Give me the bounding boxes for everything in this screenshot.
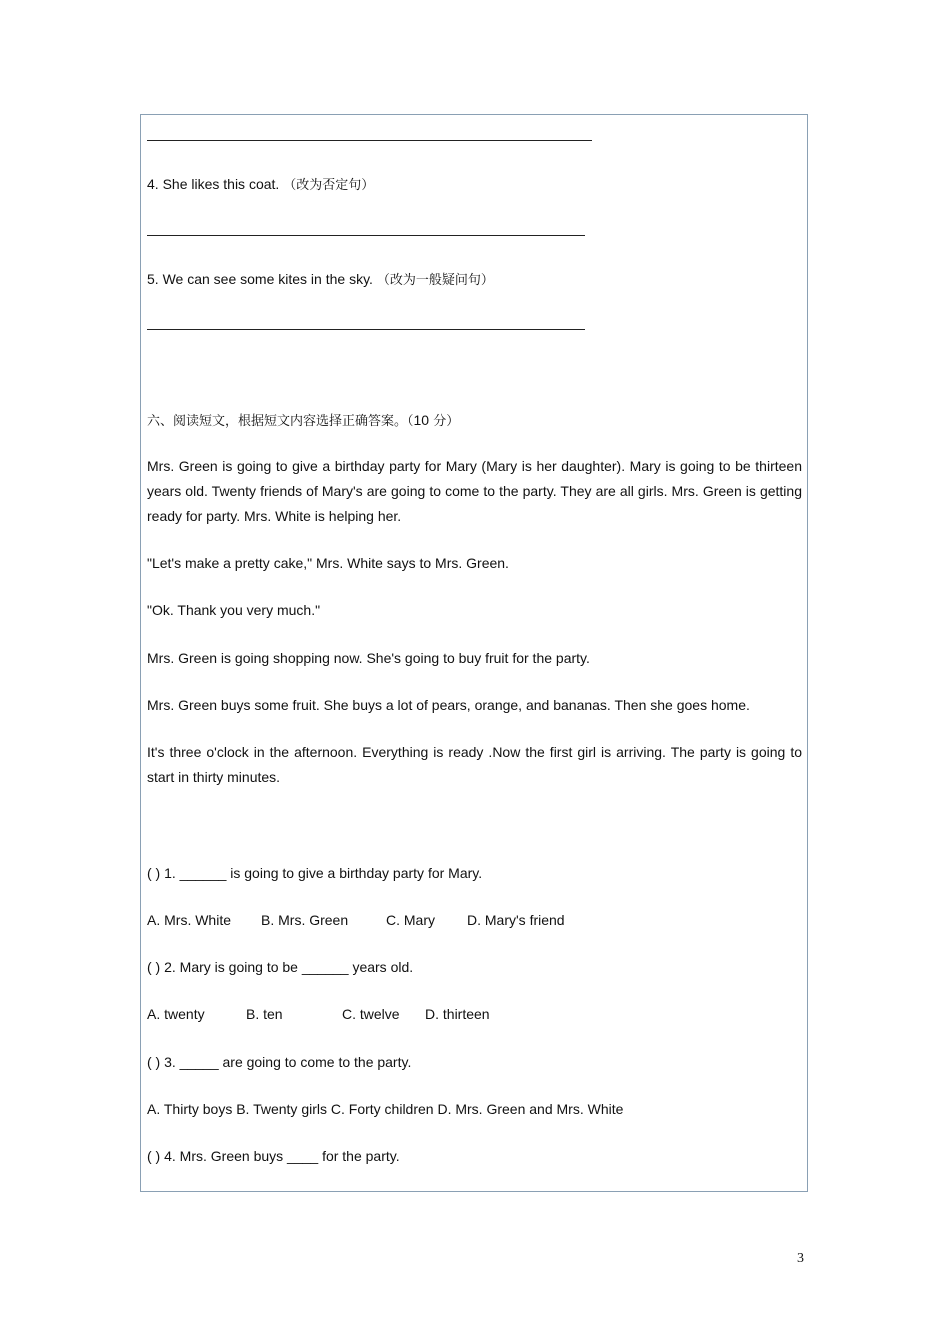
question-2-option-a[interactable]: A. twenty	[147, 1006, 205, 1022]
rewrite-question-4-text: 4. She likes this coat.	[147, 176, 280, 192]
question-3-options[interactable]: A. Thirty boys B. Twenty girls C. Forty children D. Mrs. Green and Mrs. White	[147, 1101, 624, 1117]
passage-paragraph-2: "Let's make a pretty cake," Mrs. White says to Mrs. Green.	[147, 555, 509, 571]
rewrite-question-5-instruction: （改为一般疑问句）	[376, 273, 494, 288]
question-1-option-d[interactable]: D. Mary's friend	[467, 912, 565, 928]
passage-paragraph-4: Mrs. Green is going shopping now. She's going to buy fruit for the party.	[147, 650, 590, 666]
passage-paragraph-1: Mrs. Green is going to give a birthday party for Mary (Mary is her daughter). Mary is going to be thirteen years old. Twenty friends of Mary's are going to come to the party. They are all girls. Mrs. Green is getting ready for party. Mrs. White is helping her.	[147, 458, 802, 524]
question-4-stem: ( ) 4. Mrs. Green buys ____ for the party.	[147, 1148, 400, 1164]
passage-paragraph-5: Mrs. Green buys some fruit. She buys a lot of pears, orange, and bananas. Then she goes home.	[147, 697, 750, 713]
rewrite-question-4-instruction: （改为否定句）	[283, 178, 375, 193]
answer-line-5[interactable]	[147, 329, 585, 330]
section-6-score: 10	[413, 412, 430, 428]
question-1-option-c[interactable]: C. Mary	[386, 912, 435, 928]
question-3-stem: ( ) 3. _____ are going to come to the party.	[147, 1054, 412, 1070]
rewrite-question-4	[147, 175, 374, 195]
rewrite-question-5	[147, 270, 494, 290]
question-2-option-c[interactable]: C. twelve	[342, 1006, 400, 1022]
question-2-option-b[interactable]: B. ten	[246, 1006, 283, 1022]
passage-paragraph-6: It's three o'clock in the afternoon. Everything is ready .Now the first girl is arriving. The party is going to start in thirty minutes.	[147, 744, 802, 785]
rewrite-question-5-text: 5. We can see some kites in the sky.	[147, 271, 373, 287]
question-1-option-b[interactable]: B. Mrs. Green	[261, 912, 349, 928]
answer-line-4[interactable]	[147, 235, 585, 236]
question-2-option-d[interactable]: D. thirteen	[425, 1006, 490, 1022]
question-1-stem: ( ) 1. ______ is going to give a birthday party for Mary.	[147, 865, 483, 881]
passage-paragraph-3: "Ok. Thank you very much."	[147, 602, 321, 618]
page-number: 3	[797, 1251, 804, 1266]
answer-line-3[interactable]	[147, 140, 592, 141]
section-6-heading	[147, 411, 459, 431]
question-1-option-a[interactable]: A. Mrs. White	[147, 912, 232, 928]
question-2-stem: ( ) 2. Mary is going to be ______ years old.	[147, 959, 414, 975]
section-6-heading-text: 六、阅读短文，根据短文内容选择正确答案。（	[147, 414, 414, 429]
section-6-heading-end: 分）	[429, 414, 460, 429]
